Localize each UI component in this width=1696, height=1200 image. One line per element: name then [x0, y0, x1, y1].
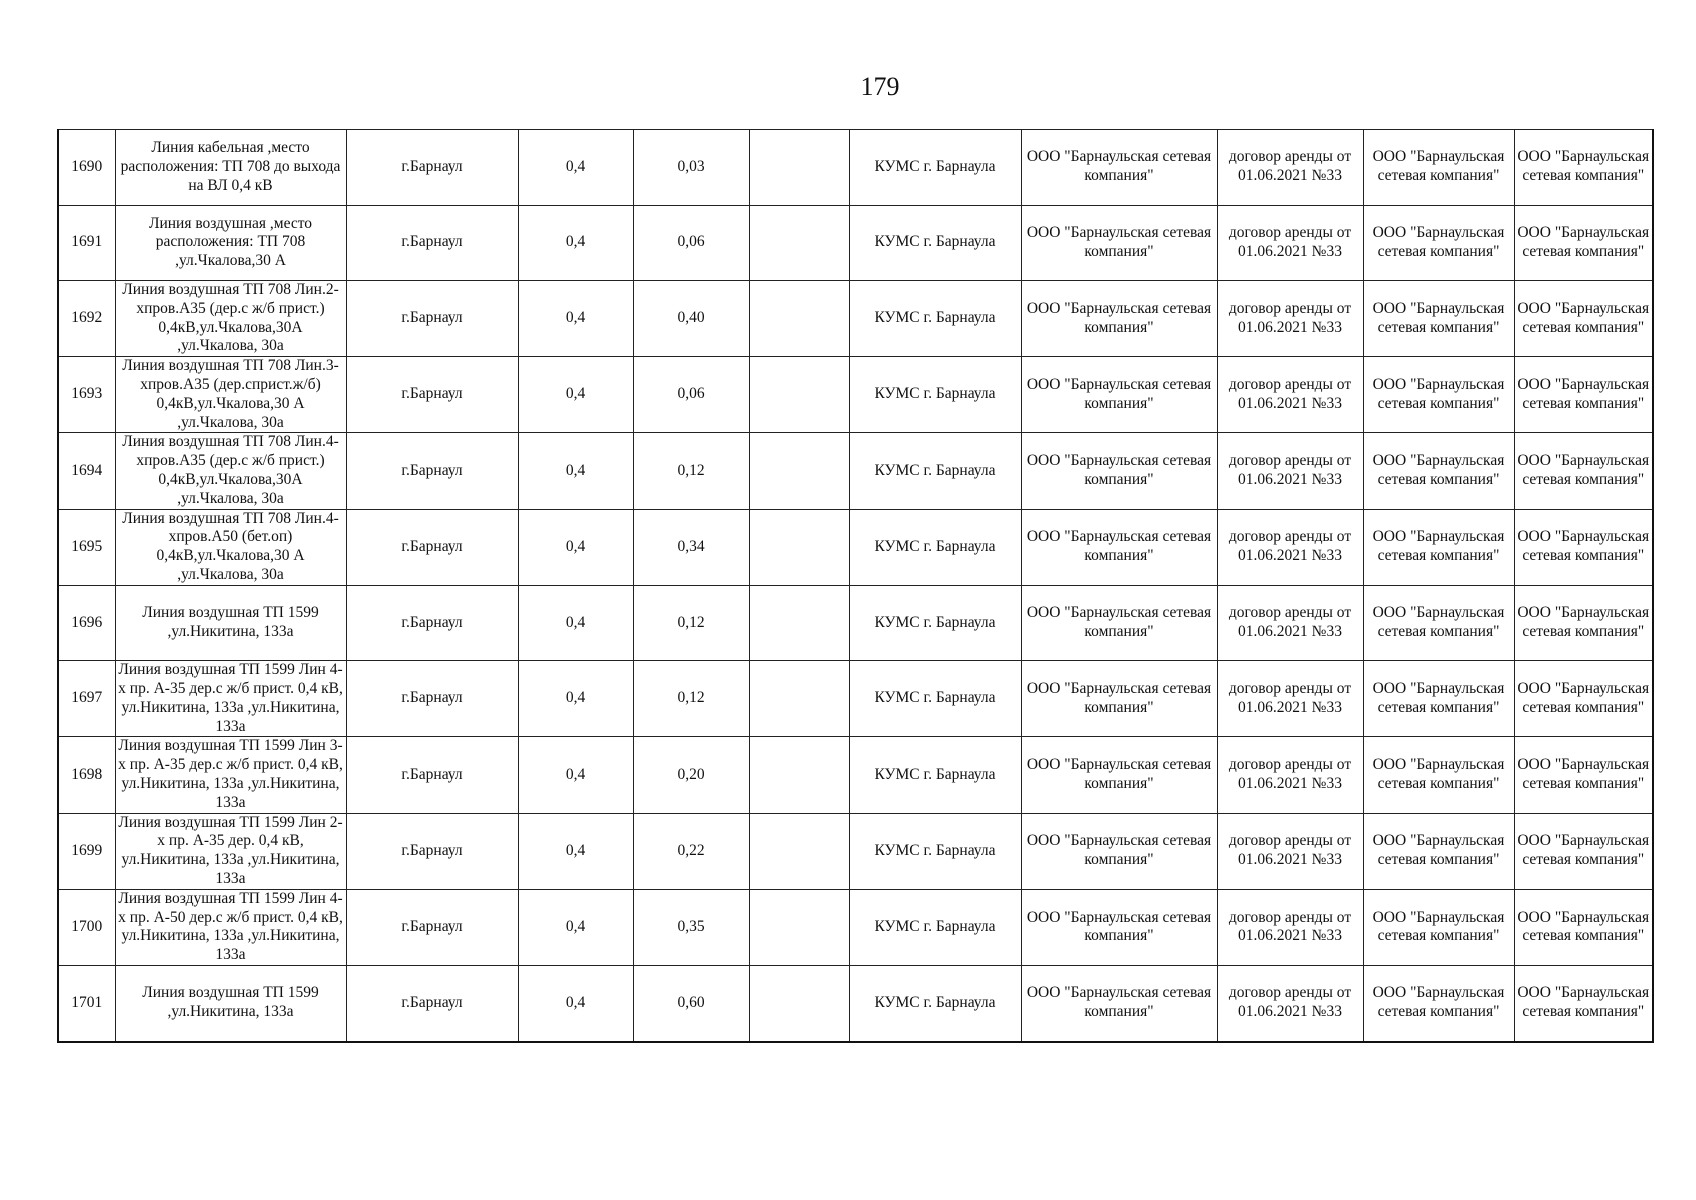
length-cell: 0,20 [633, 737, 749, 813]
document-cell: договор аренды от 01.06.2021 №33 [1217, 889, 1363, 965]
voltage-cell: 0,4 [518, 433, 633, 509]
operator-cell: ООО "Барнаульская сетевая компания" [1363, 357, 1514, 433]
user-cell: ООО "Барнаульская сетевая компания" [1514, 889, 1653, 965]
owner-cell: КУМС г. Барнаула [849, 357, 1021, 433]
registry-table [57, 129, 1654, 1043]
table-row [58, 281, 1653, 357]
table-row [58, 509, 1653, 585]
voltage-cell: 0,4 [518, 281, 633, 357]
table-row [58, 737, 1653, 813]
row-number-cell: 1690 [58, 130, 115, 206]
location-cell: г.Барнаул [346, 737, 518, 813]
user-cell: ООО "Барнаульская сетевая компания" [1514, 281, 1653, 357]
user-cell: ООО "Барнаульская сетевая компания" [1514, 205, 1653, 281]
owner-cell: КУМС г. Барнаула [849, 433, 1021, 509]
empty-cell [749, 661, 849, 737]
length-cell: 0,60 [633, 966, 749, 1042]
document-cell: договор аренды от 01.06.2021 №33 [1217, 813, 1363, 889]
location-cell: г.Барнаул [346, 661, 518, 737]
user-cell: ООО "Барнаульская сетевая компания" [1514, 737, 1653, 813]
row-number-cell: 1691 [58, 205, 115, 281]
owner-cell: КУМС г. Барнаула [849, 585, 1021, 661]
document-cell: договор аренды от 01.06.2021 №33 [1217, 585, 1363, 661]
empty-cell [749, 889, 849, 965]
empty-cell [749, 509, 849, 585]
voltage-cell: 0,4 [518, 585, 633, 661]
length-cell: 0,40 [633, 281, 749, 357]
voltage-cell: 0,4 [518, 205, 633, 281]
owner-cell: КУМС г. Барнаула [849, 737, 1021, 813]
operator-cell: ООО "Барнаульская сетевая компания" [1363, 661, 1514, 737]
holder-cell: ООО "Барнаульская сетевая компания" [1021, 205, 1217, 281]
user-cell: ООО "Барнаульская сетевая компания" [1514, 433, 1653, 509]
operator-cell: ООО "Барнаульская сетевая компания" [1363, 281, 1514, 357]
user-cell: ООО "Барнаульская сетевая компания" [1514, 966, 1653, 1042]
holder-cell: ООО "Барнаульская сетевая компания" [1021, 585, 1217, 661]
row-number-cell: 1698 [58, 737, 115, 813]
location-cell: г.Барнаул [346, 509, 518, 585]
document-cell: договор аренды от 01.06.2021 №33 [1217, 737, 1363, 813]
document-cell: договор аренды от 01.06.2021 №33 [1217, 433, 1363, 509]
empty-cell [749, 357, 849, 433]
length-cell: 0,22 [633, 813, 749, 889]
length-cell: 0,06 [633, 357, 749, 433]
operator-cell: ООО "Барнаульская сетевая компания" [1363, 966, 1514, 1042]
row-number-cell: 1692 [58, 281, 115, 357]
document-cell: договор аренды от 01.06.2021 №33 [1217, 130, 1363, 206]
row-number-cell: 1701 [58, 966, 115, 1042]
table-row [58, 661, 1653, 737]
user-cell: ООО "Барнаульская сетевая компания" [1514, 661, 1653, 737]
object-name-cell: Линия воздушная ТП 1599 Лин 3-х пр. А-35 дер.с ж/б прист. 0,4 кВ, ул.Никитина, 133а ,ул.Никитина, 133а [115, 737, 346, 813]
row-number-cell: 1694 [58, 433, 115, 509]
row-number-cell: 1693 [58, 357, 115, 433]
row-number-cell: 1696 [58, 585, 115, 661]
voltage-cell: 0,4 [518, 966, 633, 1042]
table-row [58, 205, 1653, 281]
operator-cell: ООО "Барнаульская сетевая компания" [1363, 889, 1514, 965]
holder-cell: ООО "Барнаульская сетевая компания" [1021, 509, 1217, 585]
holder-cell: ООО "Барнаульская сетевая компания" [1021, 130, 1217, 206]
holder-cell: ООО "Барнаульская сетевая компания" [1021, 813, 1217, 889]
user-cell: ООО "Барнаульская сетевая компания" [1514, 585, 1653, 661]
location-cell: г.Барнаул [346, 281, 518, 357]
row-number-cell: 1699 [58, 813, 115, 889]
object-name-cell: Линия воздушная ТП 708 Лин.4-хпров.А35 (дер.с ж/б прист.) 0,4кВ,ул.Чкалова,30А ,ул.Чкалова, 30а [115, 433, 346, 509]
voltage-cell: 0,4 [518, 889, 633, 965]
object-name-cell: Линия воздушная ТП 708 Лин.4-хпров.А50 (бет.оп) 0,4кВ,ул.Чкалова,30 А ,ул.Чкалова, 30а [115, 509, 346, 585]
holder-cell: ООО "Барнаульская сетевая компания" [1021, 281, 1217, 357]
location-cell: г.Барнаул [346, 357, 518, 433]
object-name-cell: Линия кабельная ,место расположения: ТП 708 до выхода на ВЛ 0,4 кВ [115, 130, 346, 206]
document-cell: договор аренды от 01.06.2021 №33 [1217, 205, 1363, 281]
voltage-cell: 0,4 [518, 813, 633, 889]
table-row [58, 813, 1653, 889]
document-cell: договор аренды от 01.06.2021 №33 [1217, 966, 1363, 1042]
empty-cell [749, 737, 849, 813]
holder-cell: ООО "Барнаульская сетевая компания" [1021, 737, 1217, 813]
object-name-cell: Линия воздушная ТП 708 Лин.2-хпров.А35 (дер.с ж/б прист.) 0,4кВ,ул.Чкалова,30А ,ул.Чкалова, 30а [115, 281, 346, 357]
location-cell: г.Барнаул [346, 130, 518, 206]
holder-cell: ООО "Барнаульская сетевая компания" [1021, 357, 1217, 433]
empty-cell [749, 585, 849, 661]
length-cell: 0,12 [633, 661, 749, 737]
operator-cell: ООО "Барнаульская сетевая компания" [1363, 813, 1514, 889]
operator-cell: ООО "Барнаульская сетевая компания" [1363, 433, 1514, 509]
object-name-cell: Линия воздушная ТП 1599 Лин 4-х пр. А-50 дер.с ж/б прист. 0,4 кВ, ул.Никитина, 133а ,ул.Никитина, 133а [115, 889, 346, 965]
empty-cell [749, 130, 849, 206]
table-row [58, 966, 1653, 1042]
table-row [58, 130, 1653, 206]
table-row [58, 433, 1653, 509]
empty-cell [749, 205, 849, 281]
row-number-cell: 1700 [58, 889, 115, 965]
operator-cell: ООО "Барнаульская сетевая компания" [1363, 130, 1514, 206]
operator-cell: ООО "Барнаульская сетевая компания" [1363, 509, 1514, 585]
owner-cell: КУМС г. Барнаула [849, 661, 1021, 737]
length-cell: 0,12 [633, 585, 749, 661]
row-number-cell: 1697 [58, 661, 115, 737]
length-cell: 0,12 [633, 433, 749, 509]
user-cell: ООО "Барнаульская сетевая компания" [1514, 813, 1653, 889]
page-number: 179 [860, 72, 900, 101]
object-name-cell: Линия воздушная ТП 1599 Лин 2-х пр. А-35 дер. 0,4 кВ, ул.Никитина, 133а ,ул.Никитина, 133а [115, 813, 346, 889]
object-name-cell: Линия воздушная ,место расположения: ТП 708 ,ул.Чкалова,30 А [115, 205, 346, 281]
object-name-cell: Линия воздушная ТП 708 Лин.3-хпров.А35 (дер.сприст.ж/б) 0,4кВ,ул.Чкалова,30 А ,ул.Чкалова, 30а [115, 357, 346, 433]
length-cell: 0,35 [633, 889, 749, 965]
voltage-cell: 0,4 [518, 661, 633, 737]
location-cell: г.Барнаул [346, 205, 518, 281]
object-name-cell: Линия воздушная ТП 1599 Лин 4-х пр. А-35 дер.с ж/б прист. 0,4 кВ, ул.Никитина, 133а ,ул.Никитина, 133а [115, 661, 346, 737]
location-cell: г.Барнаул [346, 889, 518, 965]
document-cell: договор аренды от 01.06.2021 №33 [1217, 661, 1363, 737]
location-cell: г.Барнаул [346, 966, 518, 1042]
holder-cell: ООО "Барнаульская сетевая компания" [1021, 889, 1217, 965]
table-row [58, 357, 1653, 433]
operator-cell: ООО "Барнаульская сетевая компания" [1363, 737, 1514, 813]
location-cell: г.Барнаул [346, 433, 518, 509]
owner-cell: КУМС г. Барнаула [849, 509, 1021, 585]
voltage-cell: 0,4 [518, 130, 633, 206]
owner-cell: КУМС г. Барнаула [849, 966, 1021, 1042]
length-cell: 0,03 [633, 130, 749, 206]
location-cell: г.Барнаул [346, 585, 518, 661]
length-cell: 0,06 [633, 205, 749, 281]
voltage-cell: 0,4 [518, 737, 633, 813]
owner-cell: КУМС г. Барнаула [849, 205, 1021, 281]
owner-cell: КУМС г. Барнаула [849, 813, 1021, 889]
operator-cell: ООО "Барнаульская сетевая компания" [1363, 585, 1514, 661]
user-cell: ООО "Барнаульская сетевая компания" [1514, 357, 1653, 433]
object-name-cell: Линия воздушная ТП 1599 ,ул.Никитина, 133а [115, 585, 346, 661]
owner-cell: КУМС г. Барнаула [849, 281, 1021, 357]
operator-cell: ООО "Барнаульская сетевая компания" [1363, 205, 1514, 281]
holder-cell: ООО "Барнаульская сетевая компания" [1021, 433, 1217, 509]
empty-cell [749, 966, 849, 1042]
table-row [58, 585, 1653, 661]
owner-cell: КУМС г. Барнаула [849, 130, 1021, 206]
voltage-cell: 0,4 [518, 509, 633, 585]
table-row [58, 889, 1653, 965]
object-name-cell: Линия воздушная ТП 1599 ,ул.Никитина, 133а [115, 966, 346, 1042]
row-number-cell: 1695 [58, 509, 115, 585]
holder-cell: ООО "Барнаульская сетевая компания" [1021, 661, 1217, 737]
voltage-cell: 0,4 [518, 357, 633, 433]
empty-cell [749, 433, 849, 509]
document-cell: договор аренды от 01.06.2021 №33 [1217, 357, 1363, 433]
user-cell: ООО "Барнаульская сетевая компания" [1514, 130, 1653, 206]
owner-cell: КУМС г. Барнаула [849, 889, 1021, 965]
holder-cell: ООО "Барнаульская сетевая компания" [1021, 966, 1217, 1042]
empty-cell [749, 281, 849, 357]
location-cell: г.Барнаул [346, 813, 518, 889]
user-cell: ООО "Барнаульская сетевая компания" [1514, 509, 1653, 585]
length-cell: 0,34 [633, 509, 749, 585]
document-cell: договор аренды от 01.06.2021 №33 [1217, 281, 1363, 357]
empty-cell [749, 813, 849, 889]
document-cell: договор аренды от 01.06.2021 №33 [1217, 509, 1363, 585]
